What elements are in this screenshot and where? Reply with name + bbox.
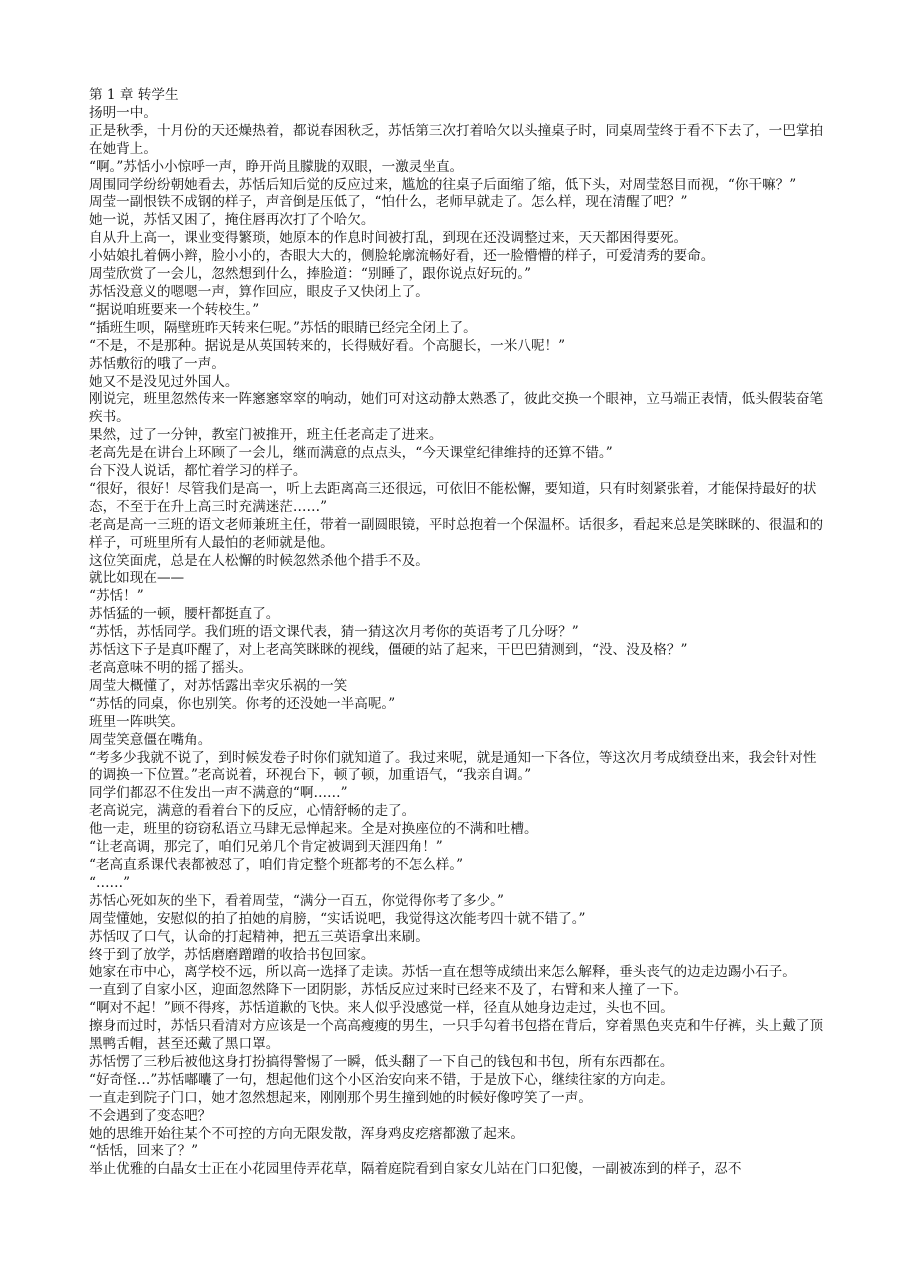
paragraph: “让老高调，那完了，咱们兄弟几个肯定被调到天涯四角！” [89,839,443,856]
paragraph: 老高是高一三班的语文老师兼班主任，带着一副圆眼镜，平时总抱着一个保温杯。话很多，看起来总是笑眯眯的、很温和的样子，可班里所有人最怕的老师就是他。 [89,516,824,551]
paragraph: “啊对不起！”顾不得疼，苏恬道歉的飞快。来人似乎没感觉一样，径直从她身边走过，头也不回。 [89,1000,674,1017]
paragraph: 她一说，苏恬又困了，掩住唇再次打了个哈欠。 [89,212,375,229]
paragraph: 苏恬愣了三秒后被他这身打扮搞得警惕了一瞬，低头翻了一下自己的钱包和书包，所有东西都在。 [89,1053,674,1070]
paragraph: 就比如现在—— [89,570,185,587]
paragraph: “恬恬，回来了？” [89,1143,199,1160]
paragraph: 周莹欣赏了一会儿，忽然想到什么，捧脸道：“别睡了，跟你说点好玩的。” [89,266,532,283]
paragraph: 刚说完，班里忽然传来一阵窸窸窣窣的响动，她们可对这动静太熟悉了，彼此交换一个眼神，立马端正表情，低头假装奋笔疾书。 [89,391,824,426]
paragraph: 扬明一中。 [89,104,157,121]
chapter-body [89,105,825,1179]
paragraph: 她的思维开始往某个不可控的方向无限发散，浑身鸡皮疙瘩都激了起来。 [89,1125,524,1142]
paragraph: 这位笑面虎，总是在人松懈的时候忽然杀他个措手不及。 [89,552,429,569]
paragraph: “苏恬！” [89,588,144,605]
paragraph: “很好，很好！尽管我们是高一，听上去距离高三还很远，可依旧不能松懈，要知道，只有时刻紧张着，才能保持最好的状态，不至于在升上高三时充满迷茫……” [89,480,817,515]
paragraph: 周莹懂她，安慰似的拍了拍她的肩膀，“实话说吧，我觉得这次能考四十就不错了。” [89,910,586,927]
paragraph: 苏恬猛的一顿，腰杆都挺直了。 [89,606,280,623]
paragraph: 不会遇到了变态吧？ [89,1107,212,1124]
paragraph: 苏恬心死如灰的坐下，看着周莹，“满分一百五，你觉得你考了多少。” [89,892,504,909]
paragraph: “苏恬，苏恬同学。我们班的语文课代表，猜一猜这次月考你的英语考了几分呀？” [89,624,579,641]
paragraph: 果然，过了一分钟，教室门被推开，班主任老高走了进来。 [89,427,443,444]
paragraph: 自从升上高一，课业变得繁琐，她原本的作息时间被打乱，到现在还没调整过来，天天都困得要死。 [89,230,688,247]
paragraph: 终于到了放学，苏恬磨磨蹭蹭的收拾书包回家。 [89,946,375,963]
paragraph: “苏恬的同桌，你也别笑。你考的还没她一半高呢。” [89,695,396,712]
paragraph: 苏恬敷衍的哦了一声。 [89,355,225,372]
paragraph: 举止优雅的白晶女士正在小花园里侍弄花草，隔着庭院看到自家女儿站在门口犯傻，一副被冻到的样子，忍不 [89,1161,742,1178]
paragraph: 苏恬叹了口气，认命的打起精神，把五三英语拿出来刷。 [89,928,429,945]
paragraph: 老高意味不明的摇了摇头。 [89,660,253,676]
paragraph: “考多少我就不说了，到时候发卷子时你们就知道了。我过来呢，就是通知一下各位，等这次月考成绩登出来，我会针对性的调换一下位置。”老高说着，环视台下，顿了顿，加重语气，“我亲自调。” [89,749,817,784]
paragraph: 苏恬这下子是真吓醒了，对上老高笑眯眯的视线，僵硬的站了起来，干巴巴猜测到，“没、没及格？” [89,642,688,659]
document-page [89,87,825,1179]
paragraph: “插班生呗，隔壁班昨天转来仨呢。”苏恬的眼睛已经完全闭上了。 [89,319,477,336]
paragraph: 班里一阵哄笑。 [89,713,185,730]
paragraph: 她家在市中心，离学校不远，所以高一选择了走读。苏恬一直在想等成绩出来怎么解释，垂头丧气的边走边踢小石子。 [89,964,796,981]
paragraph: “好奇怪…”苏恬嘟囔了一句，想起他们这个小区治安向来不错，于是放下心，继续往家的方向走。 [89,1071,674,1088]
paragraph: 同学们都忍不住发出一声不满意的“啊……” [89,785,348,802]
paragraph: 周莹大概懂了，对苏恬露出幸灾乐祸的一笑 [89,677,348,694]
paragraph: “老高直系课代表都被怼了，咱们肯定整个班都考的不怎么样。” [89,856,464,873]
paragraph: 擦身而过时，苏恬只看清对方应该是一个高高瘦瘦的男生，一只手勾着书包搭在背后，穿着黑色夹克和牛仔裤，头上戴了顶黑鸭舌帽，甚至还戴了黑口罩。 [89,1018,824,1053]
paragraph: 她又不是没见过外国人。 [89,373,239,390]
paragraph: 一直走到院子门口，她才忽然想起来，刚刚那个男生撞到她的时候好像哼笑了一声。 [89,1089,592,1106]
paragraph: “啊。”苏恬小小惊呼一声，睁开尚且朦胧的双眼，一激灵坐直。 [89,158,464,175]
chapter-title: 第 1 章 转学生 [89,87,179,103]
paragraph: 苏恬没意义的嗯嗯一声，算作回应，眼皮子又快闭上了。 [89,283,429,300]
paragraph: “不是，不是那种。据说是从英国转来的，长得贼好看。个高腿长，一米八呢！” [89,337,566,354]
paragraph: 小姑娘扎着俩小辫，脸小小的，杏眼大大的，侧脸轮廓流畅好看，还一脸懵懵的样子，可爱清秀的要命。 [89,248,715,265]
paragraph: “据说咱班要来一个转校生。” [89,301,260,318]
paragraph: 老高说完，满意的看着台下的反应，心情舒畅的走了。 [89,803,416,820]
paragraph: 一直到了自家小区，迎面忽然降下一团阴影，苏恬反应过来时已经来不及了，右臂和来人撞了一下。 [89,982,688,999]
paragraph: 他一走，班里的窃窃私语立马肆无忌惮起来。全是对换座位的不满和吐槽。 [89,821,538,838]
paragraph: 周莹一副恨铁不成钢的样子，声音倒是压低了，“怕什么，老师早就走了。怎么样，现在清醒了吧？” [89,194,688,211]
paragraph: 台下没人说话，都忙着学习的样子。 [89,463,307,480]
paragraph: 老高先是在讲台上环顾了一会儿，继而满意的点点头，“今天课堂纪律维持的还算不错。” [89,445,613,462]
paragraph: “……” [89,874,131,891]
paragraph: 周围同学纷纷朝她看去，苏恬后知后觉的反应过来，尴尬的往桌子后面缩了缩，低下头，对周莹怒目而视，“你干嘛？” [89,176,797,193]
paragraph: 正是秋季，十月份的天还燥热着，都说春困秋乏，苏恬第三次打着哈欠以头撞桌子时，同桌周莹终于看不下去了，一巴掌拍在她背上。 [89,122,824,157]
paragraph: 周莹笑意僵在嘴角。 [89,731,212,748]
